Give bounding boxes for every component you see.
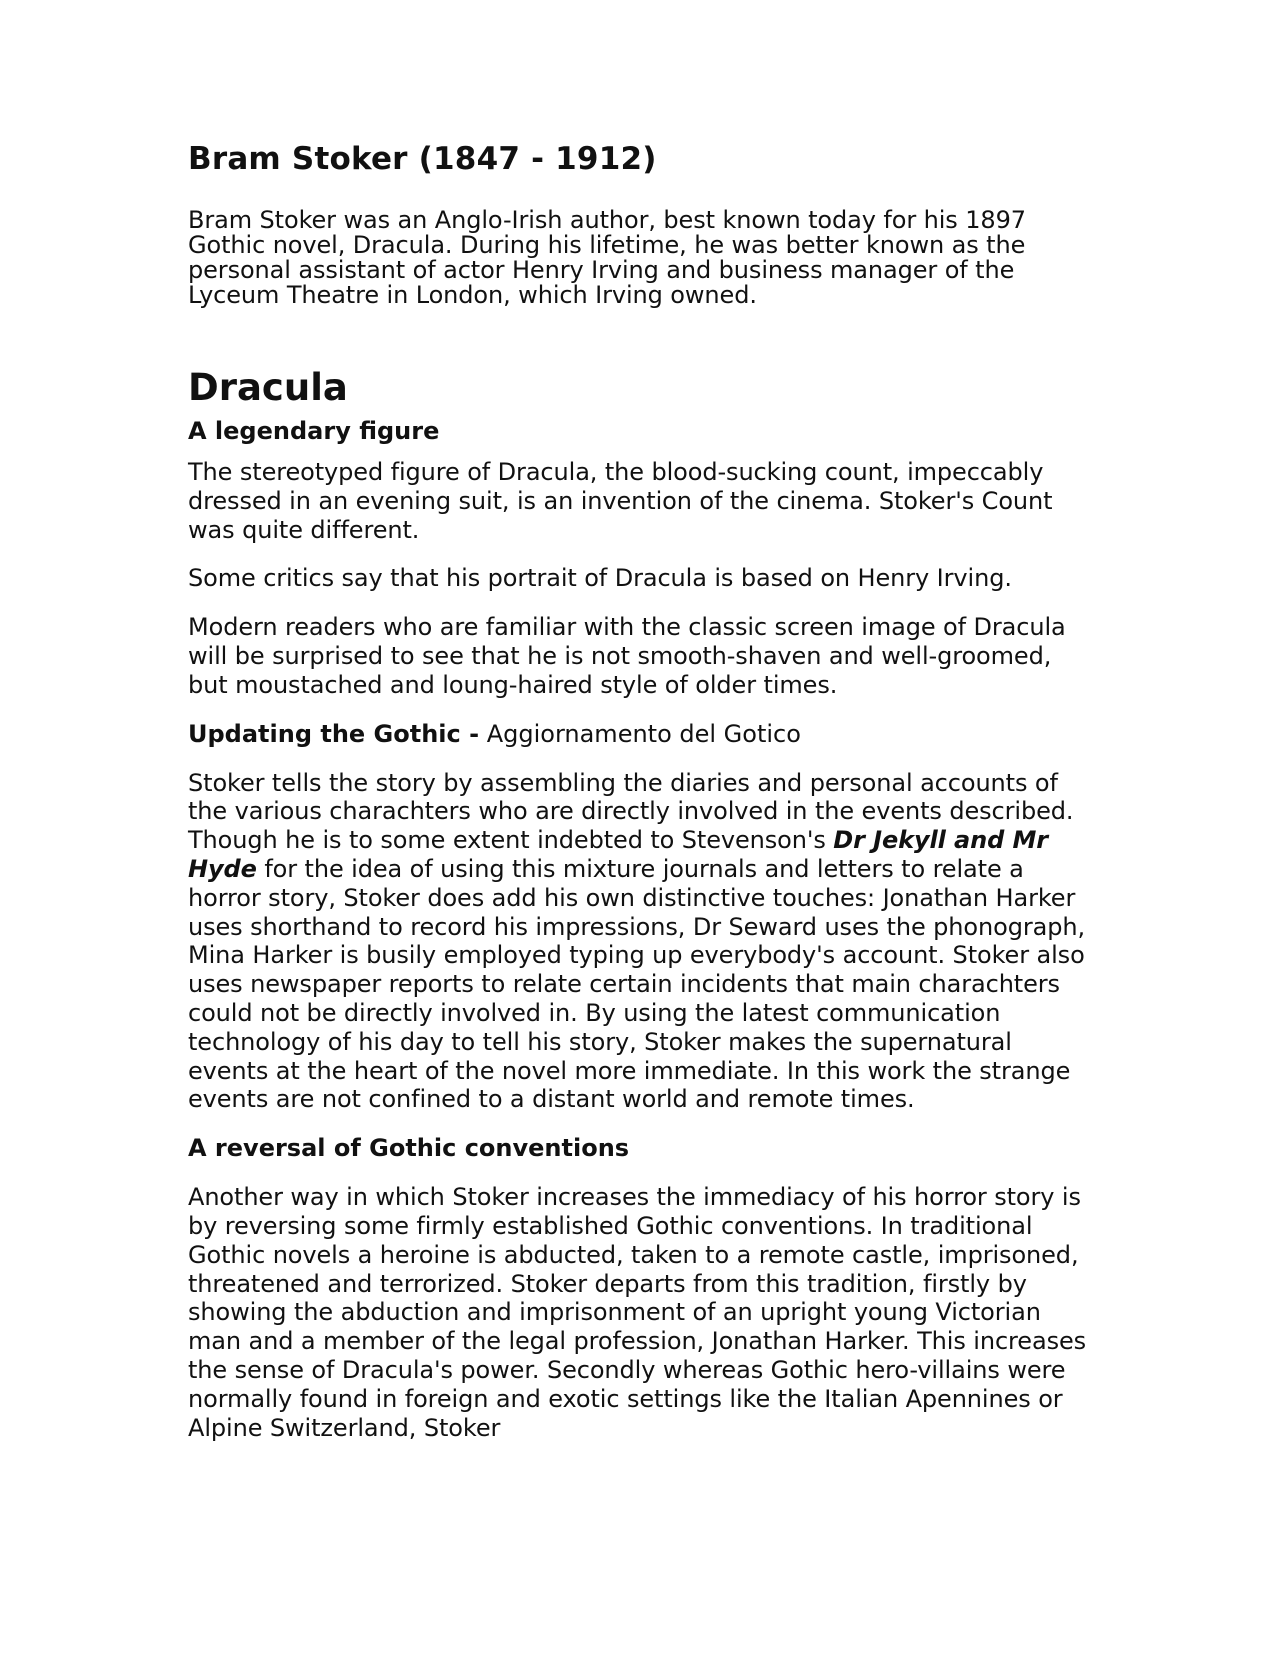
intro-paragraph: Bram Stoker was an Anglo-Irish author, best known today for his 1897 Gothic novel, Dracula. During his lifetime, he was better known as the personal assistant of actor Henry Irving and business manager of the Lyceum Theatre in London, which Irving owned. — [188, 206, 1026, 309]
section-heading-dracula: Dracula — [188, 366, 348, 409]
subheading-updating-gothic-italian: Aggiornamento del Gotico — [479, 719, 801, 748]
page-title: Bram Stoker (1847 - 1912) — [188, 141, 657, 177]
book-title-jekyll-hyde: Dr Jekyll and Mr Hyde — [188, 826, 1048, 883]
paragraph-stereotyped-figure: The stereotyped figure of Dracula, the blood-sucking count, impeccably dressed in an evening suit, is an invention of the cinema. Stoker's Count was quite different. — [188, 458, 1053, 544]
paragraph-updating-part1: Stoker tells the story by assembling the diaries and personal accounts of the various charachters who are directly involved in the events described. Though he is to some extent indebted to Stevenson's — [188, 768, 1074, 855]
paragraph-updating-part2: for the idea of using this mixture journals and letters to relate a horror story, Stoker does add his own distinctive touches: Jonathan Harker uses shorthand to record his impressions, Dr Seward uses the phonograph, Mina Harker is busily employed typing up everybody's account. Stoker also uses newspaper reports to relate certain incidents that main charachters could not be directly involved in. By using the latest communication technology of his day to tell his story, Stoker makes the supernatural events at the heart of the novel more immediate. In this work the strange events are not confined to a distant world and remote times. — [188, 854, 1085, 1114]
paragraph-modern-readers: Modern readers who are familiar with the classic screen image of Dracula will be surprised to see that he is not smooth-shaven and well-groomed, but moustached and loung-haired style of older times. — [188, 613, 1066, 699]
subheading-legendary-figure: A legendary figure — [188, 417, 440, 445]
subheading-updating-gothic-bold: Updating the Gothic - — [188, 719, 480, 748]
document-page — [188, 140, 1092, 1462]
paragraph-reversal: Another way in which Stoker increases the immediacy of his horror story is by reversing some firmly established Gothic conventions. In traditional Gothic novels a heroine is abducted, taken to a remote castle, imprisoned, threatened and terrorized. Stoker departs from this tradition, firstly by showing the abduction and imprisonment of an upright young Victorian man and a member of the legal profession, Jonathan Harker. This increases the sense of Dracula's power. Secondly whereas Gothic hero-villains were normally found in foreign and exotic settings like the Italian Apennines or Alpine Switzerland, Stoker — [188, 1183, 1087, 1442]
subheading-updating-gothic — [188, 720, 1092, 749]
paragraph-updating-gothic — [188, 769, 1092, 1115]
paragraph-critics: Some critics say that his portrait of Dracula is based on Henry Irving. — [188, 564, 1012, 593]
subheading-reversal-conventions: A reversal of Gothic conventions — [188, 1134, 630, 1163]
